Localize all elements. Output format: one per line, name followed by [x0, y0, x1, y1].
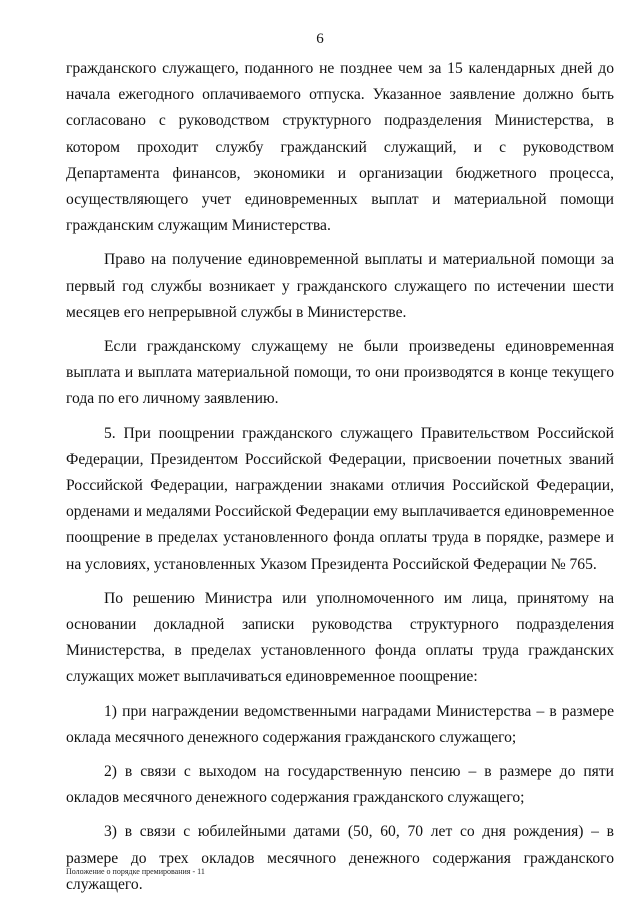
document-body — [66, 56, 614, 898]
footer-note: Положение о порядке премирования - 11 — [66, 867, 205, 876]
list-item-2: 2) в связи с выходом на государственную пенсию – в размере до пяти окладов месячного денежного содержания гражданского служащего; — [66, 763, 614, 807]
list-item-1: 1) при награждении ведомственными наградами Министерства – в размере оклада месячного денежного содержания гражданского служащего; — [66, 702, 614, 746]
paragraph-first-year-right: Право на получение единовременной выплаты и материальной помощи за первый год службы возникает у гражданского служащего по истечении шести месяцев его непрерывной службы в Министерстве. — [66, 251, 614, 321]
paragraph-item-5: 5. При поощрении гражданского служащего Правительством Российской Федерации, Президентом Российской Федерации, присвоении почетных званий Российской Федерации, награждении знаками отличия Российской Федерации, орденами и медалями Российской Федерации ему выплачивается единовременное поощрение в пределах установленного фонда оплаты труда в порядке, размере и на условиях, установленных Указом Президента Российской Федерации № 765. — [66, 424, 614, 573]
paragraph-minister-decision: По решению Министра или уполномоченного им лица, принятому на основании докладной записки руководства структурного подразделения Министерства, в пределах установленного фонда оплаты труда гражданских служащих может выплачиваться единовременное поощрение: — [66, 589, 614, 686]
page-number: 6 — [316, 31, 324, 47]
paragraph-end-of-year-payment: Если гражданскому служащему не были произведены единовременная выплата и выплата материальной помощи, то они производятся в конце текущего года по его личному заявлению. — [66, 338, 614, 408]
paragraph-continuation: гражданского служащего, поданного не позднее чем за 15 календарных дней до начала ежегодного оплачиваемого отпуска. Указанное заявление должно быть согласовано с руководством структурного подразделения Министерства, в котором проходит службу гражданский служащий, и с руководством Департамента финансов, экономики и организации бюджетного процесса, осуществляющего учет единовременных выплат и материальной помощи гражданским служащим Министерства. — [66, 60, 614, 235]
list-item-3: 3) в связи с юбилейными датами (50, 60, 70 лет со дня рождения) – в размере до трех окладов месячного денежного содержания гражданского служащего. — [66, 823, 614, 893]
